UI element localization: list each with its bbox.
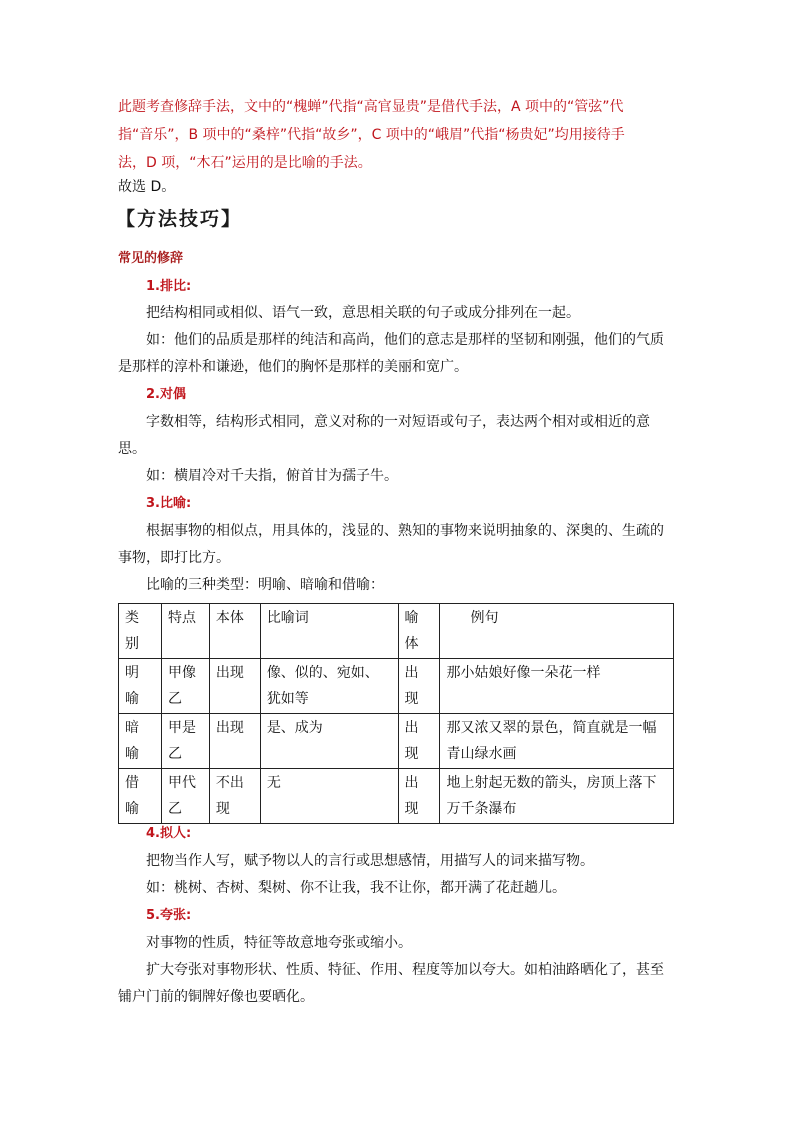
biyu-definition-2: 事物，即打比方。 (118, 550, 230, 566)
cell-tenor: 出现 (209, 714, 260, 769)
item-heading-niren: 4.拟人: (146, 826, 192, 841)
answer-text: 此题考查修辞手法，文中的“槐蝉”代指“高官显贵”是借代手法， (118, 99, 512, 115)
table-row (119, 769, 674, 824)
answer-line-3 (118, 153, 372, 173)
answer-line-2: 指“音乐”，B 项中的“桑梓”代指“故乡”，C 项中的“峨眉”代指“杨贵妃”均用接待手 (118, 127, 625, 143)
header-cell-word: 比喻词 (260, 604, 398, 659)
item-heading-kuazhang: 5.夸张: (146, 908, 192, 923)
biyu-definition-1: 根据事物的相似点，用具体的，浅显的、熟知的事物来说明抽象的、深奥的、生疏的 (146, 523, 664, 539)
kuazhang-example-1: 扩大夸张对事物形状、性质、特征、作用、程度等加以夸大。如柏油路晒化了，甚至 (146, 962, 664, 978)
biyu-types: 比喻的三种类型：明喻、暗喻和借喻： (146, 577, 384, 593)
answer-text: “木石”运用的是比喻的手法。 (189, 155, 372, 171)
cell-example: 地上射起无数的箭头，房顶上落下 万千条瀑布 (440, 769, 674, 824)
metaphor-table (118, 603, 674, 824)
section-title: 【方法技巧】 (116, 208, 243, 230)
cell-feature: 甲代 乙 (161, 769, 209, 824)
cell-example: 那又浓又翠的景色，简直就是一幅 青山绿水画 (440, 714, 674, 769)
cell-example: 那小姑娘好像一朵花一样 (440, 659, 674, 714)
cell-tenor: 不出 现 (209, 769, 260, 824)
cell-word: 无 (260, 769, 398, 824)
table-row (119, 659, 674, 714)
paibi-example-2: 是那样的淳朴和谦逊，他们的胸怀是那样的美丽和宽广。 (118, 359, 468, 375)
cell-type: 明 喻 (119, 659, 162, 714)
cell-word: 像、似的、宛如、 犹如等 (260, 659, 398, 714)
cell-word: 是、成为 (260, 714, 398, 769)
kuazhang-example-2: 铺户门前的铜牌好像也要晒化。 (118, 989, 314, 1005)
section-subtitle: 常见的修辞 (118, 251, 184, 266)
answer-conclusion: 故选 D。 (118, 179, 176, 195)
header-cell-type: 类 别 (119, 604, 162, 659)
duiou-definition-1: 字数相等，结构形式相同，意义对称的一对短语或句子，表达两个相对或相近的意 (146, 414, 650, 430)
niren-example: 如：桃树、杏树、梨树、你不让我，我不让你，都开满了花赶趟儿。 (146, 880, 566, 896)
answer-line-1 (118, 97, 624, 117)
item-heading-biyu: 3.比喻: (146, 496, 192, 511)
answer-text: A 项中的“管弦”代 (511, 99, 624, 115)
cell-feature: 甲是 乙 (161, 714, 209, 769)
header-cell-vehicle: 喻 体 (398, 604, 440, 659)
cell-vehicle: 出 现 (398, 714, 440, 769)
cell-vehicle: 出 现 (398, 659, 440, 714)
cell-vehicle: 出 现 (398, 769, 440, 824)
item-heading-paibi: 1.排比: (146, 279, 192, 294)
paibi-example-1: 如：他们的品质是那样的纯洁和高尚，他们的意志是那样的坚韧和刚强，他们的气质 (146, 332, 664, 348)
kuazhang-definition: 对事物的性质，特征等故意地夸张或缩小。 (146, 935, 412, 951)
table-header-row (119, 604, 674, 659)
cell-type: 借 喻 (119, 769, 162, 824)
cell-tenor: 出现 (209, 659, 260, 714)
header-cell-tenor: 本体 (209, 604, 260, 659)
cell-type: 暗 喻 (119, 714, 162, 769)
header-cell-feature: 特点 (161, 604, 209, 659)
table-row (119, 714, 674, 769)
paibi-definition: 把结构相同或相似、语气一致，意思相关联的句子或成分排列在一起。 (146, 305, 580, 321)
cell-feature: 甲像 乙 (161, 659, 209, 714)
niren-definition: 把物当作人写，赋予物以人的言行或思想感情，用描写人的词来描写物。 (146, 853, 594, 869)
duiou-example: 如：横眉冷对千夫指，俯首甘为孺子牛。 (146, 468, 398, 484)
item-heading-duiou: 2.对偶 (146, 387, 186, 402)
duiou-definition-2: 思。 (118, 441, 146, 457)
answer-text: 法，D 项， (118, 155, 190, 171)
header-cell-example: 例句 (440, 604, 674, 659)
